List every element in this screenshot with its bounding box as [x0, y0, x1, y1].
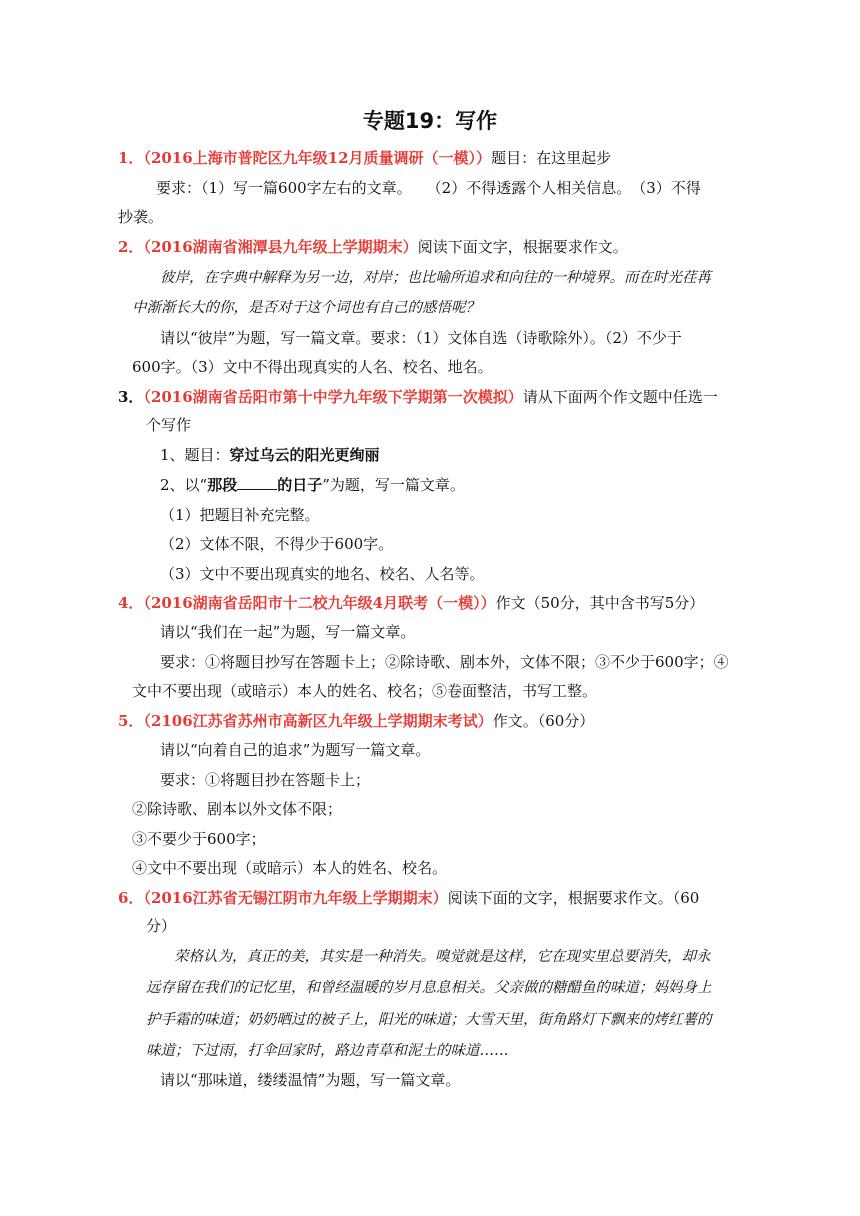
question-3-source: （2016湖南省岳阳市第十中学九年级下学期第一次模拟）	[143, 388, 523, 406]
question-3-number: 3．	[118, 388, 144, 406]
question-2-passage-line-2: 中渐渐长大的你，是否对于这个词也有自己的感悟呢？	[132, 300, 480, 316]
question-2-requirements: 请以“彼岸”为题，写一篇文章。要求：（1）文体自选（诗歌除外）。（2）不少于	[160, 329, 682, 347]
question-4-source: （2016湖南省岳阳市十二校九年级4月联考（一模））	[143, 594, 496, 612]
question-3-option-1	[160, 444, 380, 466]
question-6-prompt: 阅读下面的文字，根据要求作文。（60	[447, 889, 700, 907]
question-4-number: 4．	[118, 594, 144, 612]
question-6-passage-line-3: 护手霜的味道；奶奶晒过的被子上，阳光的味道；大雪天里，街角路灯下飘来的烤红薯的	[146, 1012, 712, 1028]
question-6-passage-line-2: 远存留在我们的记忆里，和曾经温暖的岁月息息相关。父亲做的糖醋鱼的味道；妈妈身上	[146, 980, 712, 996]
question-4-requirements: 要求：①将题目抄写在答题卡上；②除诗歌、剧本外，文体不限；③不少于600字；④	[160, 653, 729, 671]
question-6-passage-line-4: 味道；下过雨，打伞回家时，路边青草和泥土的味道……	[146, 1043, 509, 1059]
question-3-option-1-prefix: 1、题目：	[160, 446, 230, 464]
question-3-option-2-suffix: ”为题，写一篇文章。	[322, 476, 465, 494]
question-4-header	[118, 592, 704, 614]
question-3-header	[118, 386, 718, 408]
question-3-prompt-cont: 个写作	[146, 416, 192, 434]
question-6-header	[118, 887, 699, 909]
question-3-option-2	[160, 474, 465, 496]
question-1-requirements: 要求：（1）写一篇600字左右的文章。 （2）不得透露个人相关信息。 （3）不得	[156, 179, 701, 197]
question-4-prompt: 作文（50分，其中含书写5分）	[495, 594, 705, 612]
question-2-passage-line-1: 彼岸，在字典中解释为另一边，对岸；也比喻所追求和向往的一种境界。而在时光荏苒	[160, 270, 711, 286]
question-6-number: 6．	[118, 889, 144, 907]
question-5-number: 5．	[118, 712, 144, 730]
question-3-requirement-1: （1）把题目补充完整。	[160, 506, 320, 524]
question-1-number: 1．	[118, 149, 144, 167]
question-6-requirement: 请以“那味道，缕缕温情”为题，写一篇文章。	[160, 1071, 461, 1089]
question-5-requirement-4: ④文中不要出现（或暗示）本人的姓名、校名。	[132, 859, 448, 877]
question-1-header	[118, 147, 611, 169]
question-5-header	[118, 710, 594, 732]
question-1-source: （2016上海市普陀区九年级12月质量调研（一模））	[143, 149, 492, 167]
question-2-requirements-cont: 600字。（3）文中不得出现真实的人名、校名、地名。	[132, 358, 493, 376]
question-3-option-2-title-b: 的日子	[277, 476, 323, 494]
question-5-prompt: 作文。（60分）	[492, 712, 595, 730]
question-6-passage-line-1: 荣格认为，真正的美，其实是一种消失。嗅觉就是这样，它在现实里总要消失，却永	[174, 949, 711, 965]
question-3-requirement-3: （3）文中不要出现真实的地名、校名、人名等。	[160, 565, 485, 583]
question-4-topic: 请以“我们在一起”为题，写一篇文章。	[160, 623, 416, 641]
page-title: 专题19：写作	[362, 109, 498, 133]
question-3-option-2-prefix: 2、以“	[160, 476, 208, 494]
question-5-topic: 请以“向着自己的追求”为题写一篇文章。	[160, 741, 431, 759]
question-2-prompt: 阅读下面文字，根据要求作文。	[417, 238, 628, 256]
fill-in-blank	[237, 475, 277, 490]
question-3-option-1-title: 穿过乌云的阳光更绚丽	[229, 446, 380, 464]
question-3-prompt: 请从下面两个作文题中任选一	[522, 388, 718, 406]
question-1-prompt: 题目：在这里起步	[491, 149, 612, 167]
question-4-requirements-cont: 文中不要出现（或暗示）本人的姓名、校名；⑤卷面整洁，书写工整。	[132, 682, 598, 700]
question-5-requirement-2: ②除诗歌、剧本以外文体不限；	[132, 800, 343, 818]
question-5-requirement-1: 要求：①将题目抄在答题卡上；	[160, 771, 371, 789]
question-5-requirement-3: ③不要少于600字；	[132, 830, 266, 848]
question-6-source: （2016江苏省无锡江阴市九年级上学期期末）	[143, 889, 448, 907]
question-5-source: （2106江苏省苏州市高新区九年级上学期期末考试）	[143, 712, 493, 730]
question-2-source: （2016湖南省湘潭县九年级上学期期末）	[143, 238, 418, 256]
question-6-prompt-cont: 分）	[146, 917, 177, 935]
question-1-requirements-cont: 抄袭。	[118, 208, 164, 226]
question-2-number: 2．	[118, 238, 144, 256]
question-2-header	[118, 236, 628, 258]
question-3-option-2-title-a: 那段	[207, 476, 238, 494]
question-3-requirement-2: （2）文体不限，不得少于600字。	[160, 535, 394, 553]
